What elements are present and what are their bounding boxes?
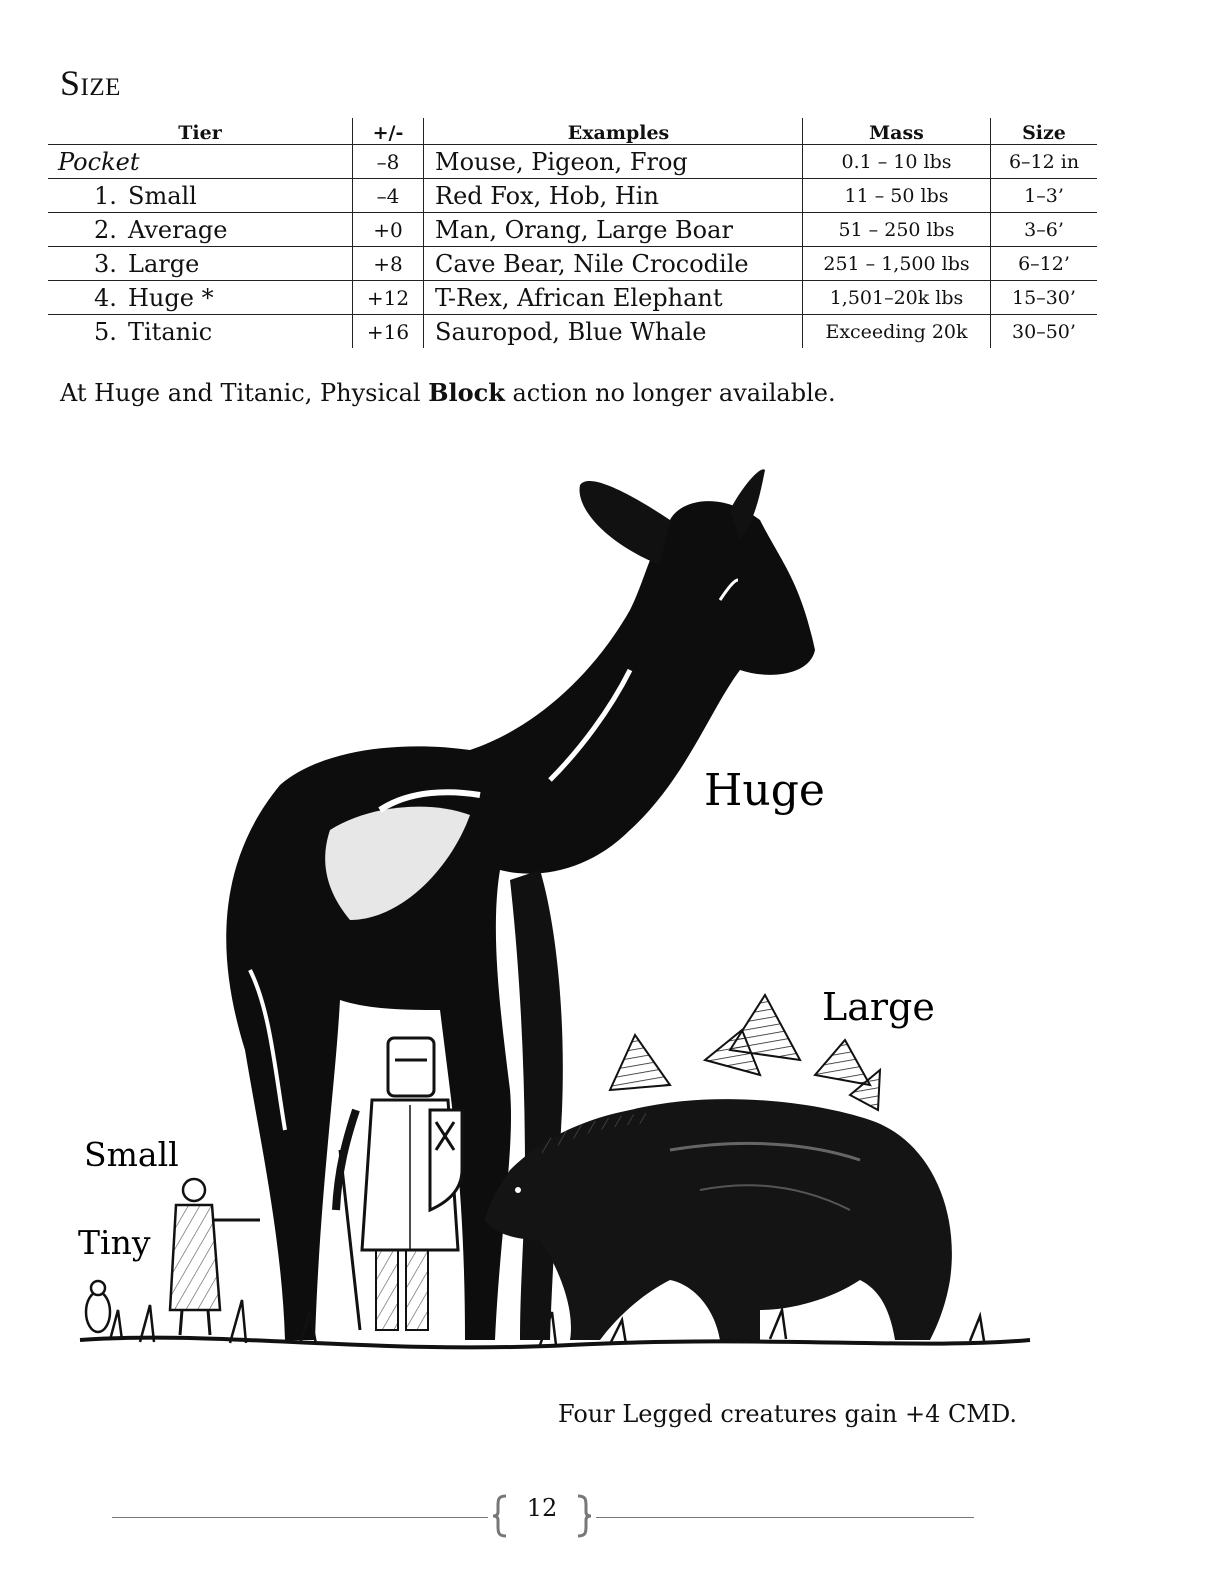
column-header-size: Size (991, 118, 1098, 145)
table-row (48, 281, 1097, 315)
tier-cell (48, 213, 353, 247)
modifier-cell: –8 (353, 145, 424, 179)
table-header-row (48, 118, 1097, 145)
mass-cell: 251 – 1,500 lbs (803, 247, 991, 281)
tier-label: Huge * (128, 283, 214, 312)
label-huge: Huge (704, 765, 825, 816)
examples-cell: Mouse, Pigeon, Frog (424, 145, 803, 179)
mass-cell: 0.1 – 10 lbs (803, 145, 991, 179)
tier-label: Titanic (128, 317, 213, 346)
small-creature-drawing (170, 1179, 260, 1335)
mass-cell: 1,501–20k lbs (803, 281, 991, 315)
tier-label: Large (128, 249, 200, 278)
footer-rule-left (112, 1517, 488, 1518)
size-comparison-illustration (70, 450, 1130, 1370)
page-number: 12 (526, 1494, 558, 1522)
column-header-mass: Mass (803, 118, 991, 145)
rule-note-after: action no longer available. (504, 379, 836, 407)
examples-cell: T-Rex, African Elephant (424, 281, 803, 315)
section-heading: Size (60, 63, 121, 103)
table-row (48, 315, 1097, 349)
tier-number: 5. (94, 317, 117, 346)
tier-cell: Pocket (48, 145, 353, 179)
rule-note-keyword: Block (428, 378, 505, 407)
examples-cell: Cave Bear, Nile Crocodile (424, 247, 803, 281)
size-cell: 6–12 in (991, 145, 1098, 179)
rule-note (60, 378, 836, 407)
tier-cell (48, 281, 353, 315)
column-header-modifier: +/- (353, 118, 424, 145)
mass-cell: 11 – 50 lbs (803, 179, 991, 213)
size-cell: 15–30’ (991, 281, 1098, 315)
examples-cell: Sauropod, Blue Whale (424, 315, 803, 349)
label-small: Small (84, 1135, 179, 1174)
tier-number: 1. (94, 181, 117, 210)
tier-cell (48, 247, 353, 281)
mass-cell: 51 – 250 lbs (803, 213, 991, 247)
tier-cell (48, 179, 353, 213)
modifier-cell: +16 (353, 315, 424, 349)
table-row (48, 247, 1097, 281)
mass-cell: Exceeding 20k (803, 315, 991, 349)
examples-cell: Man, Orang, Large Boar (424, 213, 803, 247)
tier-label: Average (128, 215, 228, 244)
average-creature-drawing (336, 1038, 462, 1330)
tiny-creature-drawing (86, 1281, 110, 1332)
modifier-cell: +12 (353, 281, 424, 315)
footer-rule-right (596, 1517, 974, 1518)
tier-number: 2. (94, 215, 117, 244)
label-tiny: Tiny (78, 1223, 151, 1262)
modifier-cell: –4 (353, 179, 424, 213)
column-header-examples: Examples (424, 118, 803, 145)
tier-number: 3. (94, 249, 117, 278)
examples-cell: Red Fox, Hob, Hin (424, 179, 803, 213)
tier-cell (48, 315, 353, 349)
table-row (48, 145, 1097, 179)
size-cell: 1–3’ (991, 179, 1098, 213)
size-tier-table (48, 118, 1097, 348)
size-cell: 3–6’ (991, 213, 1098, 247)
table-row (48, 179, 1097, 213)
label-large: Large (822, 985, 935, 1029)
tier-number: 4. (94, 283, 117, 312)
table-row (48, 213, 1097, 247)
size-cell: 30–50’ (991, 315, 1098, 349)
column-header-tier: Tier (48, 118, 353, 145)
modifier-cell: +0 (353, 213, 424, 247)
illustration-caption: Four Legged creatures gain +4 CMD. (558, 1400, 1017, 1428)
size-cell: 6–12’ (991, 247, 1098, 281)
rule-note-before: At Huge and Titanic, Physical (60, 379, 429, 407)
tier-label: Small (128, 181, 197, 210)
modifier-cell: +8 (353, 247, 424, 281)
